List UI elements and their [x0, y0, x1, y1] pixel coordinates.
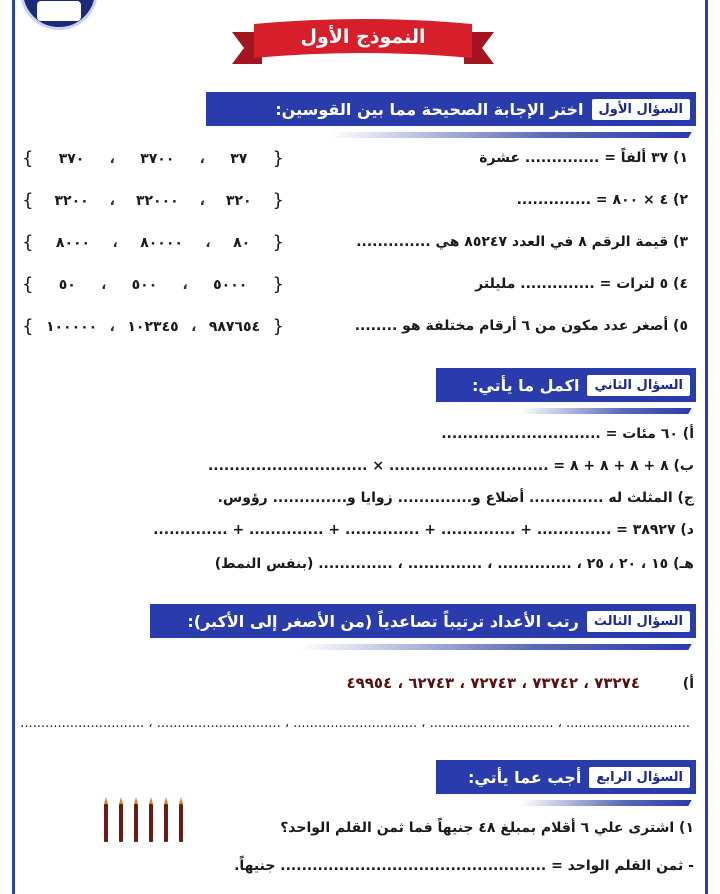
q2-underline	[518, 408, 691, 414]
pencil-icon	[134, 804, 138, 842]
pencil-icon	[104, 804, 108, 842]
q3-header	[150, 604, 696, 638]
q1-label: السؤال الأول	[592, 99, 690, 120]
pencil-icon	[164, 804, 168, 842]
q2-item-c: ج) المثلث له .............. أضلاع و.............. زوايا و.............. رؤوس.	[217, 490, 694, 506]
q4-answer: - ثمن القلم الواحد = .................................................. جنيهاً.	[234, 858, 694, 874]
q4-underline	[518, 800, 691, 806]
q4-header	[436, 760, 696, 794]
q1-opt-5-2: ١٠٢٣٤٥	[127, 318, 179, 335]
q1-opt-3-2: ٨٠٠٠٠	[140, 234, 183, 251]
model-banner	[232, 18, 494, 74]
q2-item-a: أ) ٦٠ مئات = ..............................	[441, 426, 694, 442]
q2-title: اكمل ما يأتي:	[471, 375, 580, 395]
q4-question: ١) اشترى علي ٦ أقلام بمبلغ ٤٨ جنيهاً فما ثمن القلم الواحد؟	[280, 820, 694, 836]
q2-header	[436, 368, 696, 402]
q3-numbers: ٧٣٢٧٤ ، ٧٣٧٤٢ ، ٧٢٧٤٣ ، ٦٢٧٤٣ ، ٤٩٩٥٤	[346, 674, 640, 692]
q1-opt-3-3: ٨٠	[233, 234, 251, 251]
q1-opt-1-1: ٣٧٠	[58, 150, 85, 167]
q1-opt-4-1: ٥٠	[58, 276, 76, 293]
q1-opt-2-1: ٣٢٠٠	[54, 192, 89, 209]
q3-title: رتب الأعداد ترتيباً تصاعدياً (من الأصغر إلى الأكبر):	[187, 611, 579, 631]
q1-options-4: { ٥٠٠٠ ، ٥٠٠ ، ٥٠ }	[22, 274, 284, 295]
banner-title: النموذج الأول	[300, 26, 426, 48]
q1-header	[206, 92, 696, 126]
q1-options-5: { ٩٨٧٦٥٤ ، ١٠٢٣٤٥ ، ١٠٠٠٠٠ }	[22, 316, 284, 337]
q3-answer-line: .............................. ، .............................. ، .............................. ، .............................. ، ..............................	[20, 716, 690, 731]
q4-label: السؤال الرابع	[589, 767, 690, 788]
q1-item-5: ٥) أصغر عدد مكون من ٦ أرقام مختلفة هو ........	[354, 318, 688, 334]
q1-opt-4-3: ٥٠٠٠	[213, 276, 248, 293]
q1-opt-2-3: ٣٢٠	[225, 192, 252, 209]
q1-opt-4-2: ٥٠٠	[131, 276, 158, 293]
q1-item-2: ٢) ٤ × ٨٠٠ = ..............	[516, 192, 688, 208]
q3-underline	[298, 644, 691, 650]
pencil-icon	[179, 804, 183, 842]
q1-item-3: ٣) قيمة الرقم ٨ في العدد ٨٥٢٤٧ هي ..............	[356, 234, 688, 250]
q1-opt-1-3: ٣٧	[230, 150, 248, 167]
q1-options-1: { ٣٧ ، ٣٧٠٠ ، ٣٧٠ }	[22, 148, 284, 169]
q2-label: السؤال الثاني	[587, 375, 690, 396]
q2-item-e: هـ) ١٥ ، ٢٠ ، ٢٥ ، .............. ، .............. ، .............. (بنفس النمط)	[214, 556, 694, 572]
q1-title: اختر الإجابة الصحيحة مما بين القوسين:	[275, 99, 584, 119]
q1-item-1: ١) ٣٧ ألفاً = .............. عشرة	[479, 150, 688, 166]
pencil-icon	[119, 804, 123, 842]
q3-prefix: أ)	[682, 676, 694, 692]
q1-opt-3-1: ٨٠٠٠	[55, 234, 91, 251]
q3-label: السؤال الثالث	[587, 611, 690, 632]
q1-options-3: { ٨٠ ، ٨٠٠٠٠ ، ٨٠٠٠ }	[22, 232, 284, 253]
q2-item-b: ب) ٨ + ٨ + ٨ + ٨ = .............................. × ..............................	[207, 458, 694, 474]
book-icon	[37, 1, 81, 21]
q4-title: أجب عما يأتي:	[468, 767, 582, 787]
q1-opt-5-3: ٩٨٧٦٥٤	[208, 318, 261, 335]
q1-opt-5-1: ١٠٠٠٠٠	[45, 318, 98, 335]
q2-item-d: د) ٣٨٩٢٧ = .............. + .............. + .............. + .............. + ..............	[153, 522, 694, 538]
q1-underline	[328, 132, 691, 138]
q1-opt-2-2: ٣٢٠٠٠	[135, 192, 179, 209]
q1-options-2: { ٣٢٠ ، ٣٢٠٠٠ ، ٣٢٠٠ }	[22, 190, 284, 211]
q1-item-4: ٤) ٥ لترات = .............. مليلتر	[475, 276, 688, 292]
pencil-icon	[149, 804, 153, 842]
q1-opt-1-2: ٣٧٠٠	[140, 150, 175, 167]
